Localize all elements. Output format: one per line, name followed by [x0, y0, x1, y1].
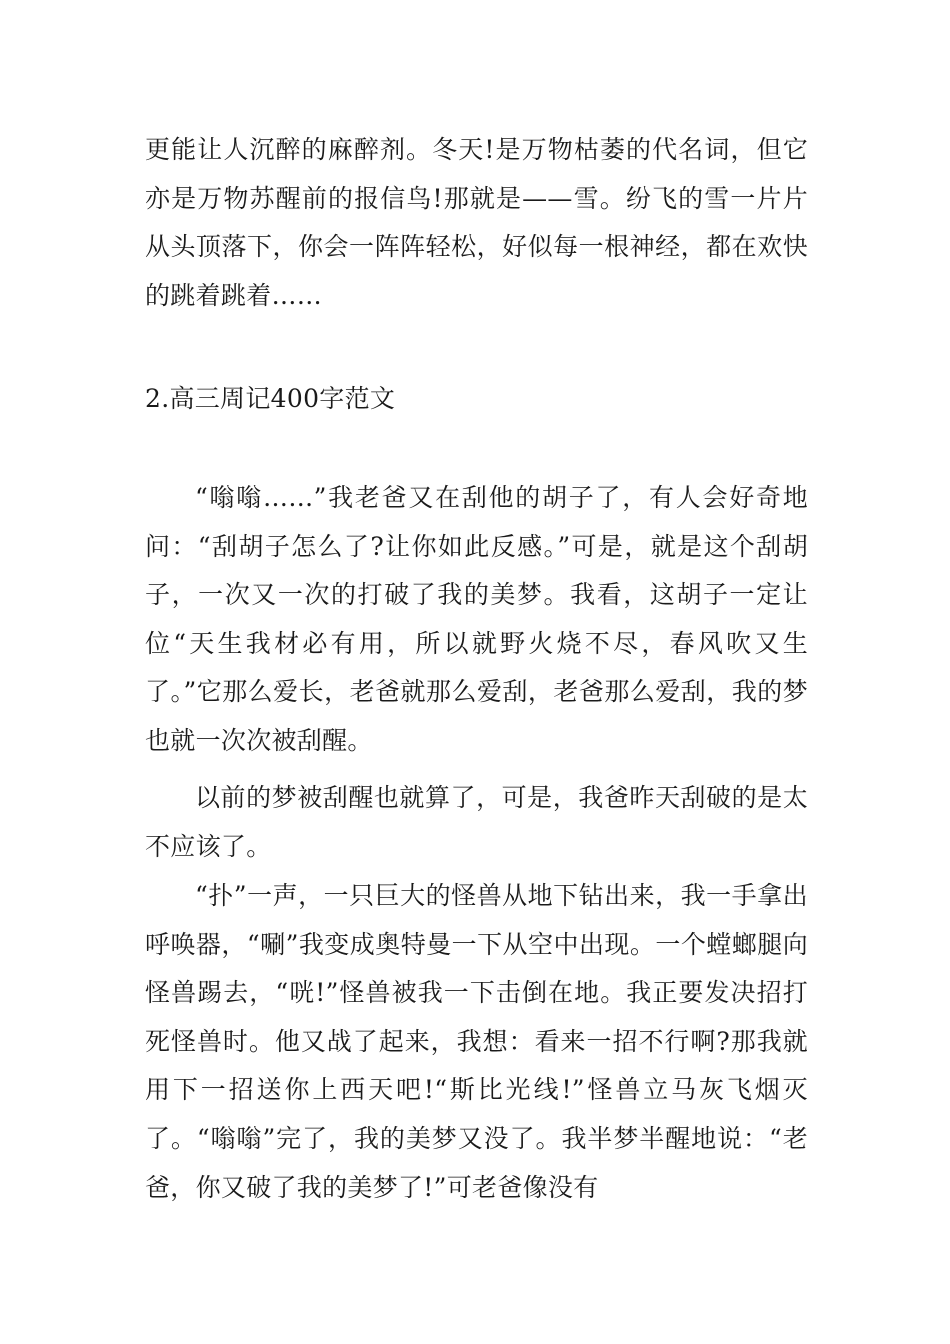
body-paragraph-1: “嗡嗡……”我老爸又在刮他的胡子了，有人会好奇地问：“刮胡子怎么了?让你如此反感。”可是，就是这个刮胡子，一次又一次的打破了我的美梦。我看，这胡子一定让位“天生我材必有用，所以就野火烧不尽，春风吹又生了。”它那么爱长，老爸就那么爱刮，老爸那么爱刮，我的梦也就一次次被刮醒。 [145, 483, 808, 755]
body-paragraph-3: “扑”一声，一只巨大的怪兽从地下钻出来，我一手拿出呼唤器，“唰”我变成奥特曼一下从空中出现。一个螳螂腿向怪兽踢去，“咣!”怪兽被我一下击倒在地。我正要发决招打死怪兽时。他又战了起来，我想：看来一招不行啊?那我就用下一招送你上西天吧!“斯比光线!”怪兽立马灰飞烟灭了。“嗡嗡”完了，我的美梦又没了。我半梦半醒地说：“老爸，你又破了我的美梦了!”可老爸像没有 [145, 881, 808, 1202]
body-paragraph-2: 以前的梦被刮醒也就算了，可是，我爸昨天刮破的是太不应该了。 [145, 783, 808, 861]
section-heading: 2.高三周记400字范文 [145, 384, 396, 413]
intro-paragraph: 更能让人沉醉的麻醉剂。冬天!是万物枯萎的代名词，但它亦是万物苏醒前的报信鸟!那就是——雪。纷飞的雪一片片从头顶落下，你会一阵阵轻松，好似每一根神经，都在欢快的跳着跳着…… [145, 135, 808, 310]
